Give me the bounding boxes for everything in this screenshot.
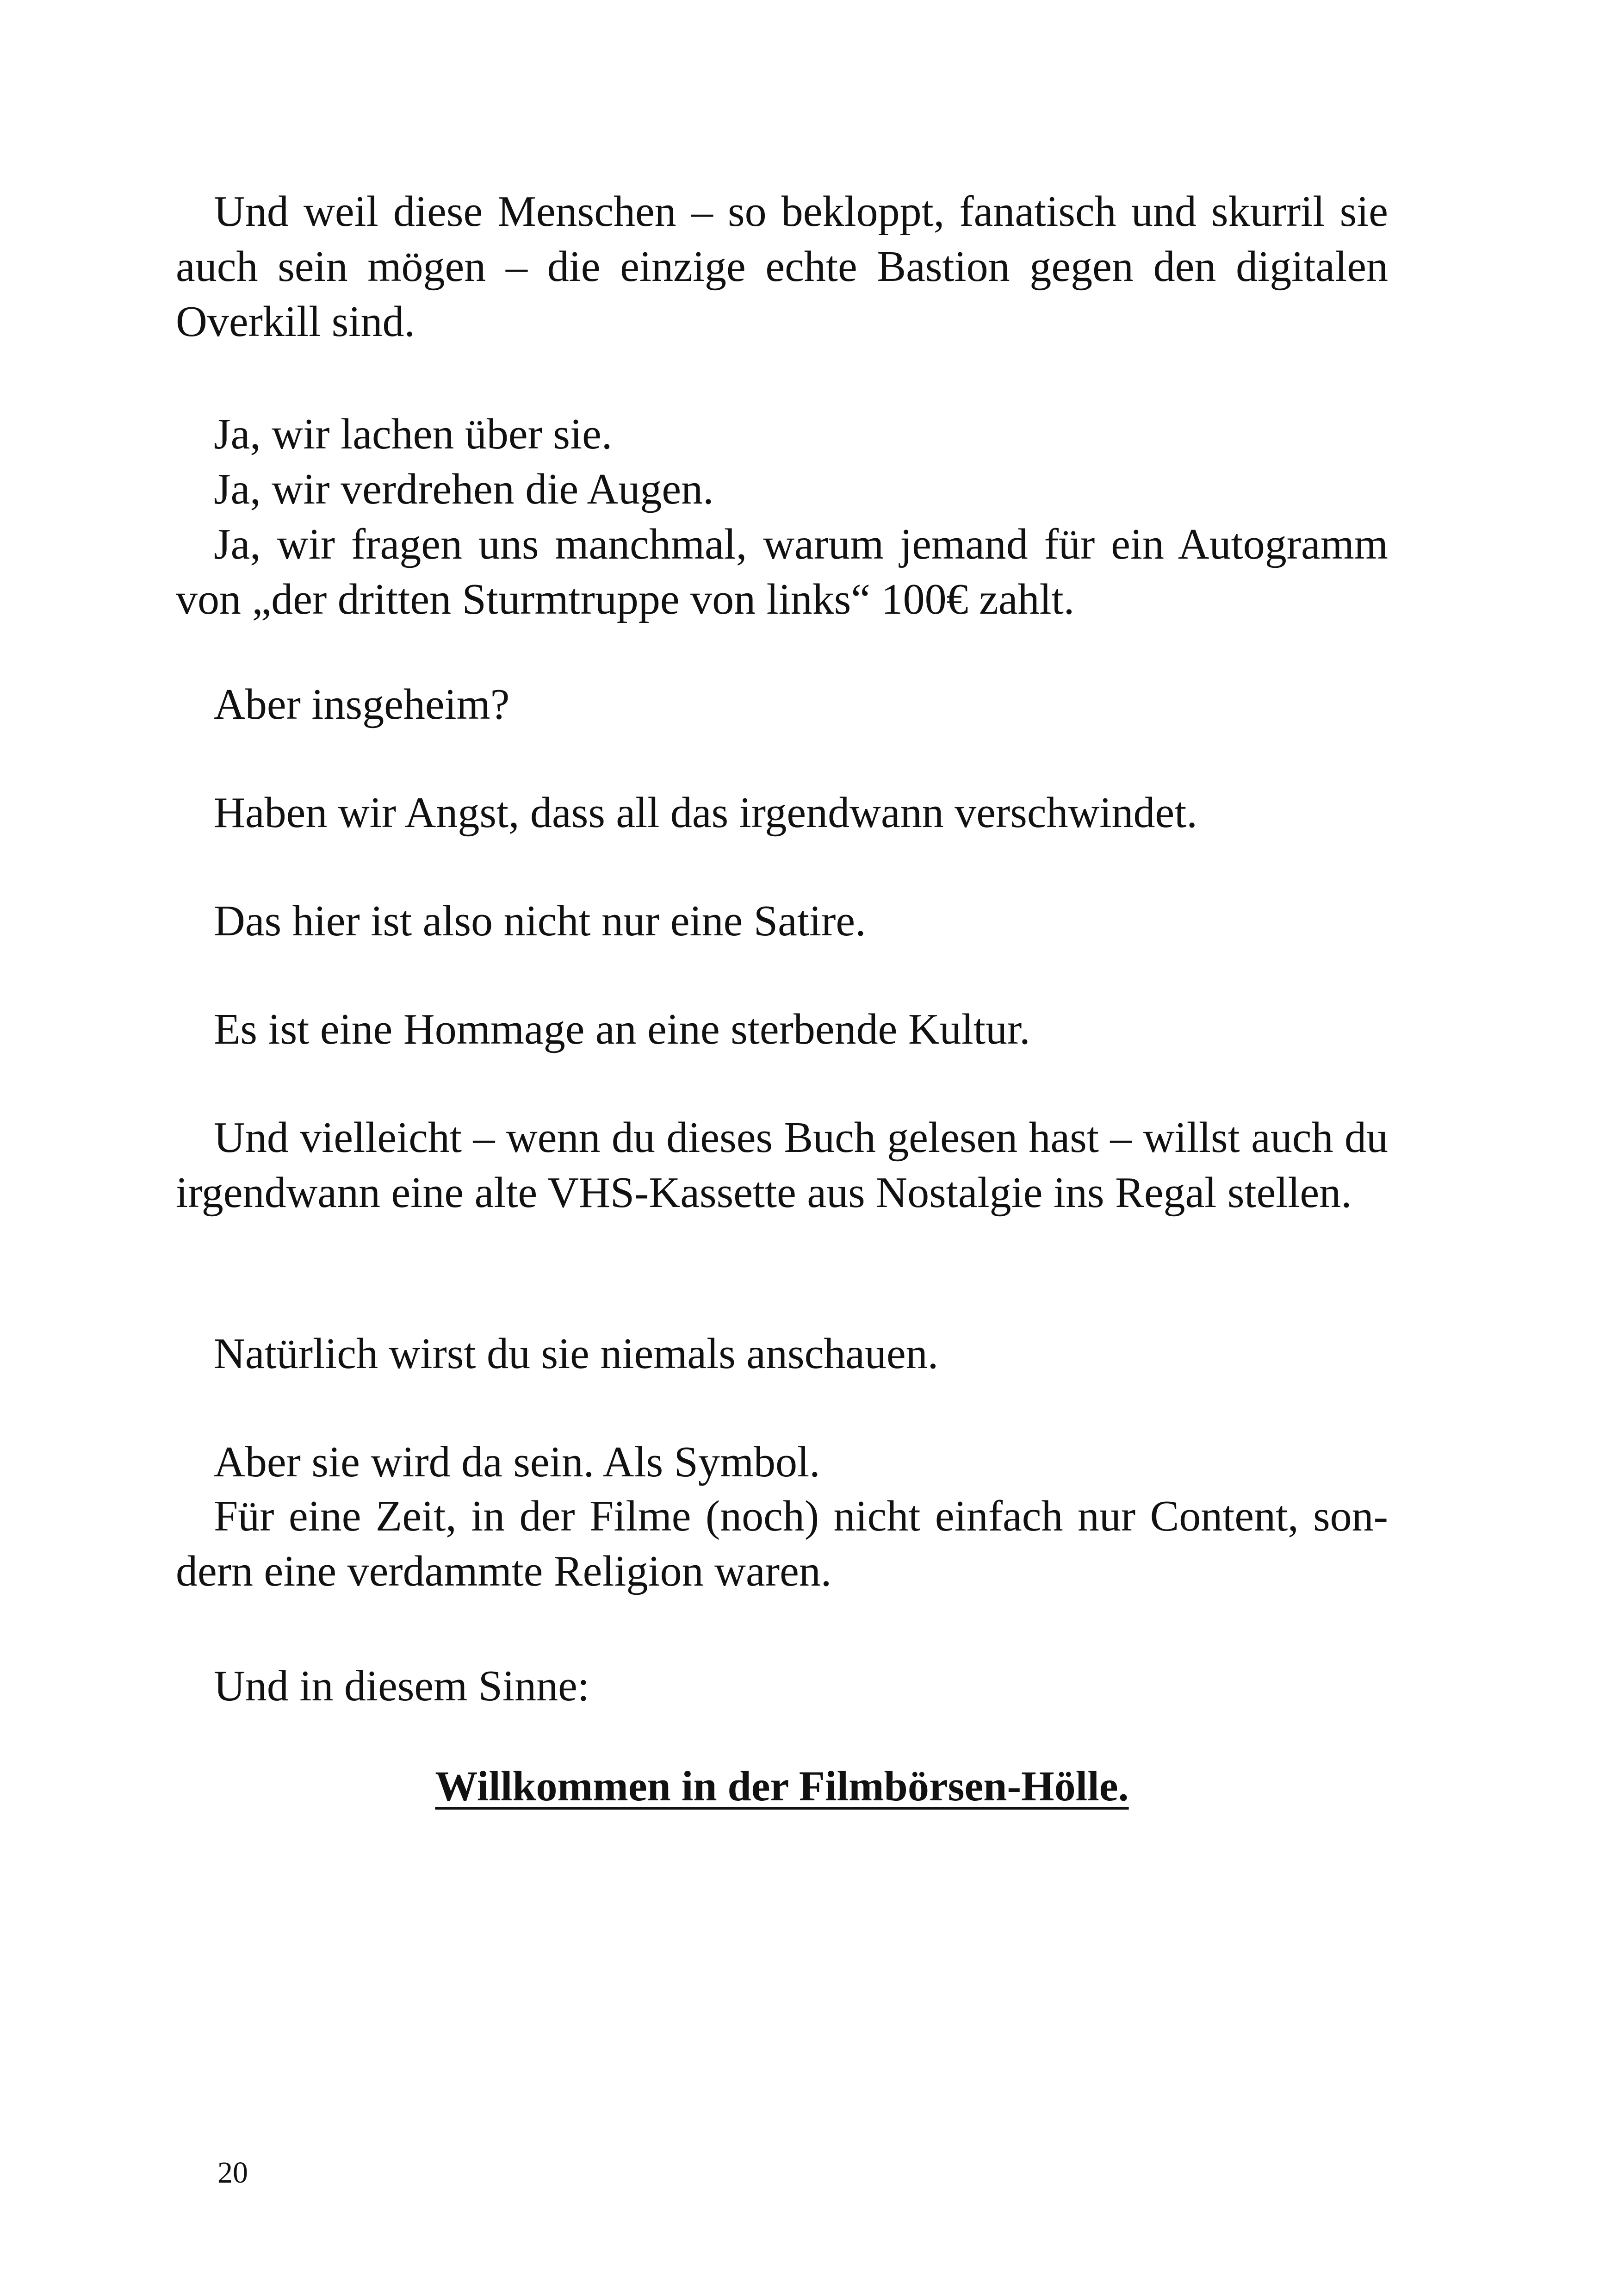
paragraph-religion (176, 1489, 1388, 1599)
paragraph-line: auch sein mögen – die einzige echte Bastion gegen den digitalen (176, 243, 1388, 291)
paragraph-line: dern eine verdammte Religion waren. (176, 1547, 832, 1595)
paragraph-niemals-anschauen: Natürlich wirst du sie niemals anschauen. (214, 1330, 939, 1378)
paragraph-hommage: Es ist eine Hommage an eine sterbende Kultur. (214, 1005, 1030, 1053)
paragraph-line: Und weil diese Menschen – so bekloppt, fanatisch und skurril sie (214, 187, 1388, 236)
paragraph-line: von „der dritten Sturmtruppe von links“ 100€ zahlt. (176, 575, 1075, 623)
paragraph-line: irgendwann eine alte VHS-Kassette aus Nostalgie ins Regal stellen. (176, 1169, 1352, 1217)
paragraph-menschen-bastion (176, 184, 1388, 349)
paragraph-aber-insgeheim: Aber insgeheim? (214, 680, 510, 728)
paragraph-vhs-kassette (176, 1110, 1388, 1220)
paragraph-line: Und vielleicht – wenn du dieses Buch gelesen hast – willst auch du (214, 1114, 1388, 1162)
paragraph-line: Für eine Zeit, in der Filme (noch) nicht einfach nur Content, son- (214, 1492, 1388, 1540)
paragraph-symbol: Aber sie wird da sein. Als Symbol. (214, 1438, 820, 1486)
closing-title: Willkommen in der Filmbörsen-Hölle. (435, 1762, 1129, 1810)
paragraph-line: Ja, wir fragen uns manchmal, warum jemand für ein Autogramm (214, 520, 1388, 568)
paragraph-ja-wir (176, 407, 1388, 627)
paragraph-line: Ja, wir lachen über sie. (214, 410, 613, 458)
paragraph-line: Overkill sind. (176, 298, 415, 346)
page-number: 20 (217, 2156, 248, 2190)
paragraph-line: Ja, wir verdrehen die Augen. (214, 465, 714, 513)
paragraph-satire: Das hier ist also nicht nur eine Satire. (214, 897, 866, 945)
paragraph-angst: Haben wir Angst, dass all das irgendwann verschwindet. (214, 789, 1197, 837)
paragraph-in-diesem-sinne: Und in diesem Sinne: (214, 1662, 589, 1710)
